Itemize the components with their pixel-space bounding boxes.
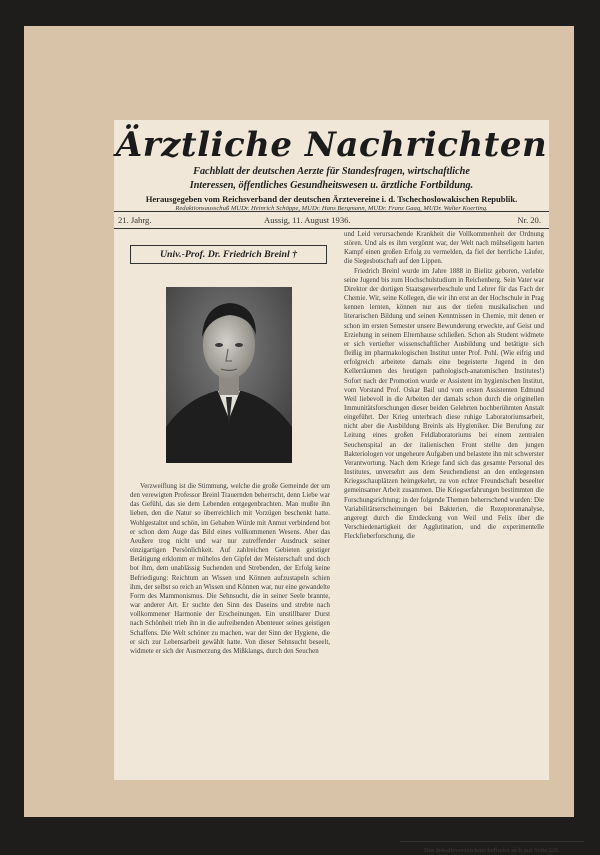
subtitle-line-1: Fachblatt der deutschen Aerzte für Standesfragen, wirtschaftliche	[193, 166, 470, 177]
article-paragraph: und Leid verursachende Krankheit die Vollkommenheit der Ordnung stören. Und als es ihm vergönnt war, der Welt nach mühseligem harten Kampf einen großen Erfolg zu vermelden, da fiel der herrliche Läufer, die Siegesbotschaft auf den Lippen.	[344, 231, 544, 266]
issue-place-date: Aussig, 11. August 1936.	[264, 215, 351, 225]
article-paragraph: Verzweiflung ist die Stimmung, welche die große Gemeinde der um den verewigten Professor Breinl Trauernden beherrscht, denn Liebe war das Gefühl, das sie dem Lebenden entgegenbrachten. Man mußte ihn lieben, den die Natur so überreichlich mit Vorzügen beschenkt hatte. Wohlgestaltet und schön, im Gehaben Würde mit Anmut verbindend bot er schon dem Auge das Bild eines vollkommenen Wesens. Aber das Aeußere trog nicht und war nur zutreffender Ausdruck seiner einzigartigen Persönlichkeit. Auf zahlreichen Gebieten geistiger Betätigung erklomm er mühelos den Gipfel der Meisterschaft und doch bot ihm, dem unablässig Suchenden und Strebenden, der Erfolg keine Befriedigung: Reichtum an Wissen und Können aufzustapeln schien ihm, der selbst so reich an Wissen und Können war, nur eine gewandelte Form des Mammonismus. Die Sehnsucht, die in seiner Seele brannte, war anderer Art. Er suchte den Sinn des Daseins und strebte nach vollkommener Harmonie der Erscheinungen. Ein unstillbarer Durst nach Schönheit trieb ihn in die aufreibenden Abenteuer seines geistigen Schaffens. Die Welt schöner zu machen, war der Sinn der Hygiene, die er sich zur Lebensarbeit gewählt hatte. Von dieser Sehnsucht beseelt, widmete er sich der Ausmerzung des Mißklangs, durch den Seuchen	[130, 483, 330, 655]
issue-line	[114, 215, 549, 229]
page-title: Ärztliche Nachrichten	[115, 125, 548, 165]
article-paragraph: Friedrich Breinl wurde im Jahre 1888 in Bielitz geboren, verlebte seine Jugend bis zum Hochschulstudium in Reichenberg. Sein Vater war Direktor der dortigen Staatsgewerbeschule und Lehrer für das Fach der Chemie. Wir, seine Kollegen, die wir ihn erst an der Hochschule in Prag kennen lernten, können nur aus der tiefen musikalischen und literarischen Bildung und seinen Kenntnissen in Chemie, mit denen er schon im ersten Semester unsere Bewunderung erweckte, auf Geist und Erziehung in seinem Elternhause schließen. Schon als Student widmete er sich vertiefter wissenschaftlicher Ausbildung und betätigte sich fleißig im pharmakologischen Institut unter Prof. Pohl. (Wie eifrig und erfolgreich arbeitete damals eine begeisterte Jugend in den Kellerräumen des heutigen pathologisch-anatomischen Institutes!) Sofort nach der Promotion wurde er Assistent im hygienischen Institut, vom Vorstand Prof. Oskar Bail und vom ersten Assistenten Edmund Weil liebevoll in die Arbeiten der damals schon durch die originellen Immunitätsforschungen dieser beiden Gelehrten hochberühmten Anstalt eingeführt. Der Krieg unterbrach diese ruhige Laboratoriumsarbeit, nicht aber die Ausbildung Breinls als Hygieniker. Die Berufung zur Leitung eines großen Feldlaboratoriums bei einem zentralen Seuchenspital an der italienischen Front stellte den jungen Bakteriologen vor ungeheure Aufgaben und belastete ihn mit schwerster Verantwortung. Nach dem Kriege fand sich das gesamte Personal des Institutes, unversehrt aus dem Seuchendienst an den entlegensten Kriegsschauplätzen heimgekehrt, zu von echter Freundschaft beseelter gemeinsamer Arbeit zusammen. Die Kriegserfahrungen bestimmten die Forschungsrichtung; in der folgende Themen beherrschend wurden: Die Variabilitätserscheinungen bei Bakterien, die Rezeptorenanalyse, angeregt durch die Entdeckung von Weil und Felix über die Verschiedenartigkeit der Agglutination, und die experimentelle Fleckfieberforschung, die	[344, 267, 544, 541]
portrait-photo	[166, 287, 292, 463]
footnote-rule	[400, 841, 584, 842]
editorial-committee: Redaktionsausschuß MUDr. Heinrich Schöppe, MUDr. Hans Bergmann, MUDr. Franz Gaag, MUDr. Walter Koerting.	[175, 205, 488, 212]
issue-number: Nr. 20.	[517, 215, 541, 225]
masthead	[114, 120, 549, 213]
article-column-1	[130, 482, 330, 656]
masthead-rule-top	[114, 211, 549, 212]
portrait-image	[166, 287, 292, 463]
newspaper-sheet	[24, 26, 574, 854]
masthead-rule-bottom	[114, 228, 549, 229]
issue-year: 21. Jahrg.	[118, 215, 152, 225]
article-column-2	[344, 230, 544, 541]
table-of-contents-note: Das Inhaltsverzeichnis befindet sich auf Seite 526.	[424, 847, 560, 854]
newspaper-page	[114, 120, 560, 854]
article-heading: Univ.-Prof. Dr. Friedrich Breinl †	[130, 245, 327, 264]
publisher-line: Herausgegeben vom Reichsverband der deutschen Ärztevereine i. d. Tschechoslowakischen Republik.	[145, 194, 518, 204]
subtitle-line-2: Interessen, öffentliches Gesundheitswesen u. ärztliche Fortbildung.	[189, 179, 474, 191]
